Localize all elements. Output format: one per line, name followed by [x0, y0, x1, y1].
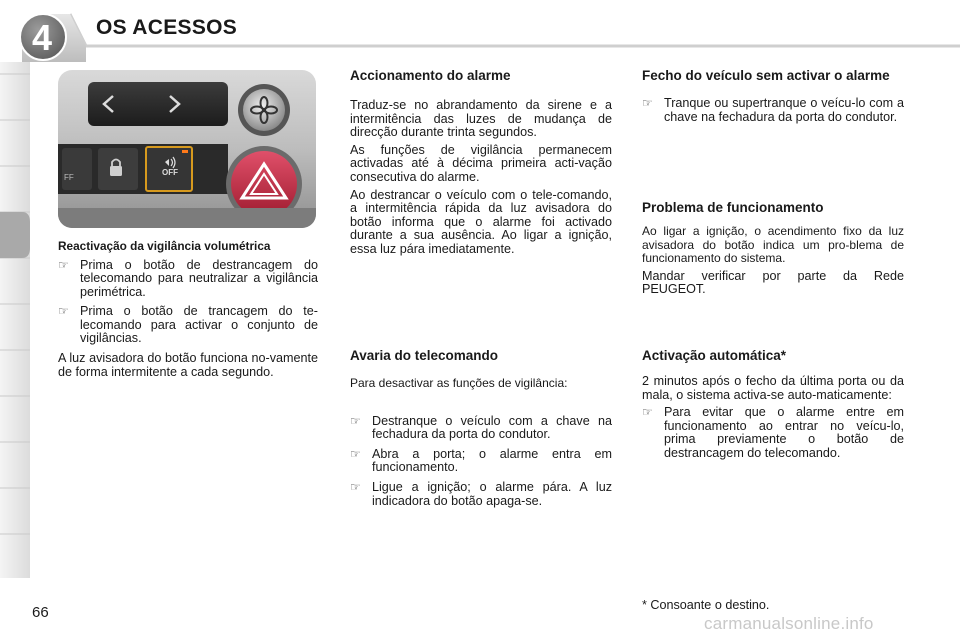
- pointing-hand-icon: ☞: [350, 446, 361, 461]
- pointing-hand-icon: ☞: [58, 257, 69, 272]
- photo-button-label: OFF: [162, 168, 178, 177]
- pointing-hand-icon: ☞: [350, 413, 361, 428]
- page-header: [0, 0, 960, 62]
- alarm-trigger-heading: Accionamento do alarme: [350, 68, 511, 83]
- bullet-text: Prima o botão de trancagem do te-lecomando para activar o conjunto de vigilâncias.: [80, 304, 318, 346]
- right-column-auto: [642, 348, 904, 467]
- list-item: [642, 97, 904, 124]
- bullet-text: Para evitar que o alarme entre em funcionamento ao entrar no veícu-lo, prima previamente o botão de destrancagem do telecomando.: [664, 405, 904, 460]
- alarm-paragraph: Ao destrancar o veículo com o tele-comando, a intermitência rápida da luz avisadora do botão informa que o alarme foi activado durante a sua ausência. Ao ligar a ignição, essa luz pára imediatamente.: [350, 187, 612, 256]
- pointing-hand-icon: ☞: [350, 479, 361, 494]
- list-item: [58, 259, 318, 300]
- remote-failure-heading: Avaria do telecomando: [350, 348, 499, 363]
- list-item: [350, 415, 612, 442]
- footnote: * Consoante o destino.: [642, 598, 770, 612]
- auto-activation-heading: Activação automática*: [642, 348, 787, 363]
- list-item: [58, 305, 318, 346]
- chapter-number: 4: [31, 17, 53, 58]
- list-item: [350, 481, 612, 508]
- page-number: 66: [32, 604, 49, 621]
- pointing-hand-icon: ☞: [642, 405, 653, 420]
- page-title: OS ACESSOS: [96, 16, 238, 39]
- chapter-tabs: [0, 62, 34, 578]
- chapter-tab-strip[interactable]: [0, 62, 34, 578]
- bullet-text: Tranque ou supertranque o veícu-lo com a chave na fechadura da porta do condutor.: [664, 96, 904, 124]
- reactivation-heading: Reactivação da vigilância volumétrica: [58, 239, 271, 253]
- lock-without-alarm-heading: Fecho do veículo sem activar o alarme: [642, 68, 890, 83]
- bullet-text: Prima o botão de destrancagem do telecomando para neutralizar a vigilância perimétrica.: [80, 257, 318, 299]
- middle-column-top: [350, 68, 612, 261]
- middle-column-bottom: [350, 348, 612, 514]
- alarm-paragraph: Traduz-se no abrandamento da sirene e a intermitência das luzes de mudança de direcção durante trinta segundos.: [350, 98, 612, 140]
- bullet-text: Abra a porta; o alarme entra em funcionamento.: [372, 446, 612, 475]
- pointing-hand-icon: ☞: [642, 96, 653, 110]
- photo-side-label: FF: [64, 173, 74, 182]
- alarm-button-illustration: [58, 70, 316, 228]
- watermark: carmanualsonline.info: [704, 614, 874, 633]
- list-item: [642, 406, 904, 460]
- alarm-paragraph: As funções de vigilância permanecem activadas até à décima primeira acti-vação consecutiva do alarme.: [350, 142, 612, 184]
- right-column-problem: [642, 200, 904, 301]
- remote-intro: Para desactivar as funções de vigilância:: [350, 376, 568, 390]
- reactivation-paragraph: A luz avisadora do botão funciona no-vamente de forma intermitente a cada segundo.: [58, 351, 318, 379]
- right-column-lock: [642, 68, 904, 130]
- left-column: [58, 240, 318, 383]
- bullet-text: Ligue a ignição; o alarme pára. A luz indicadora do botão apaga-se.: [372, 479, 612, 508]
- problem-paragraph: Ao ligar a ignição, o acendimento fixo da luz avisadora do botão indica um pro-blema de funcionamento do sistema.: [642, 224, 904, 266]
- list-item: [350, 448, 612, 475]
- problem-paragraph: Mandar verificar por parte da Rede PEUGEOT.: [642, 268, 904, 297]
- malfunction-heading: Problema de funcionamento: [642, 200, 824, 215]
- bullet-text: Destranque o veículo com a chave na fechadura da porta do condutor.: [372, 413, 612, 442]
- pointing-hand-icon: ☞: [58, 304, 69, 319]
- auto-paragraph: 2 minutos após o fecho da última porta ou da mala, o sistema activa-se auto-maticamente:: [642, 374, 904, 402]
- dashboard-photo: [58, 70, 316, 228]
